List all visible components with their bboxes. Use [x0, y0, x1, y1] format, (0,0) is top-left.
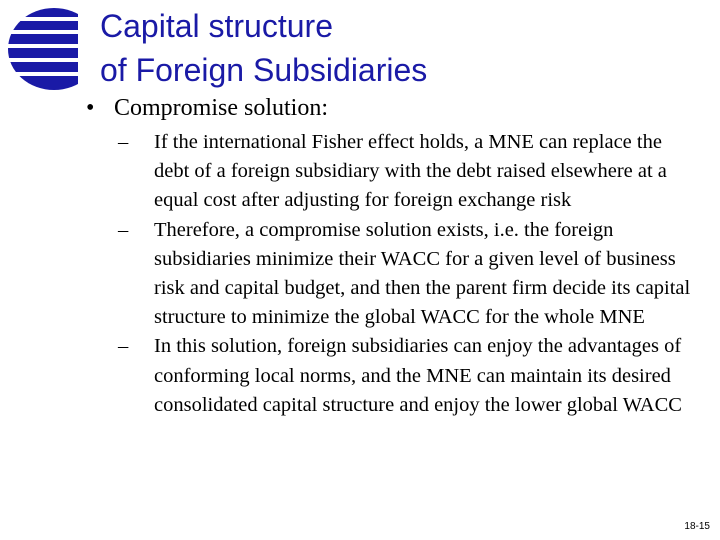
sub-bullet-text: In this solution, foreign subsidiaries can enjoy the advantages of conforming local norms, and the MNE can maintain its desired consolidated capital structure and enjoy the lower global WACC	[154, 335, 682, 416]
sub-bullet-marker: –	[118, 335, 129, 358]
slide-title-line2: of Foreign Subsidiaries	[100, 52, 428, 88]
sub-bullet-marker: –	[118, 218, 129, 241]
bullet-text: Compromise solution:	[114, 95, 329, 121]
sub-bullet-list	[80, 128, 710, 420]
striped-sphere-logo-icon	[8, 8, 100, 90]
slide-title	[100, 4, 427, 92]
sub-bullet-item	[80, 332, 710, 420]
sub-bullet-text: If the international Fisher effect holds, a MNE can replace the debt of a foreign subsidiary with the debt raised elsewhere at a equal cost after adjusting for foreign exchange risk	[154, 131, 667, 212]
page-number: 18-15	[684, 521, 710, 532]
bullet-marker: •	[86, 95, 95, 121]
bullet-item	[80, 92, 710, 124]
sub-bullet-text: Therefore, a compromise solution exists, i.e. the foreign subsidiaries minimize their WACC for a given level of business risk and capital budget, and then the parent firm decide its capital structure to minimize the global WACC for the whole MNE	[154, 218, 691, 329]
sub-bullet-marker: –	[118, 131, 129, 153]
sub-bullet-item	[80, 128, 710, 216]
slide-title-line1: Capital structure	[100, 8, 333, 44]
sub-bullet-item	[80, 216, 710, 333]
slide-content	[80, 92, 710, 420]
